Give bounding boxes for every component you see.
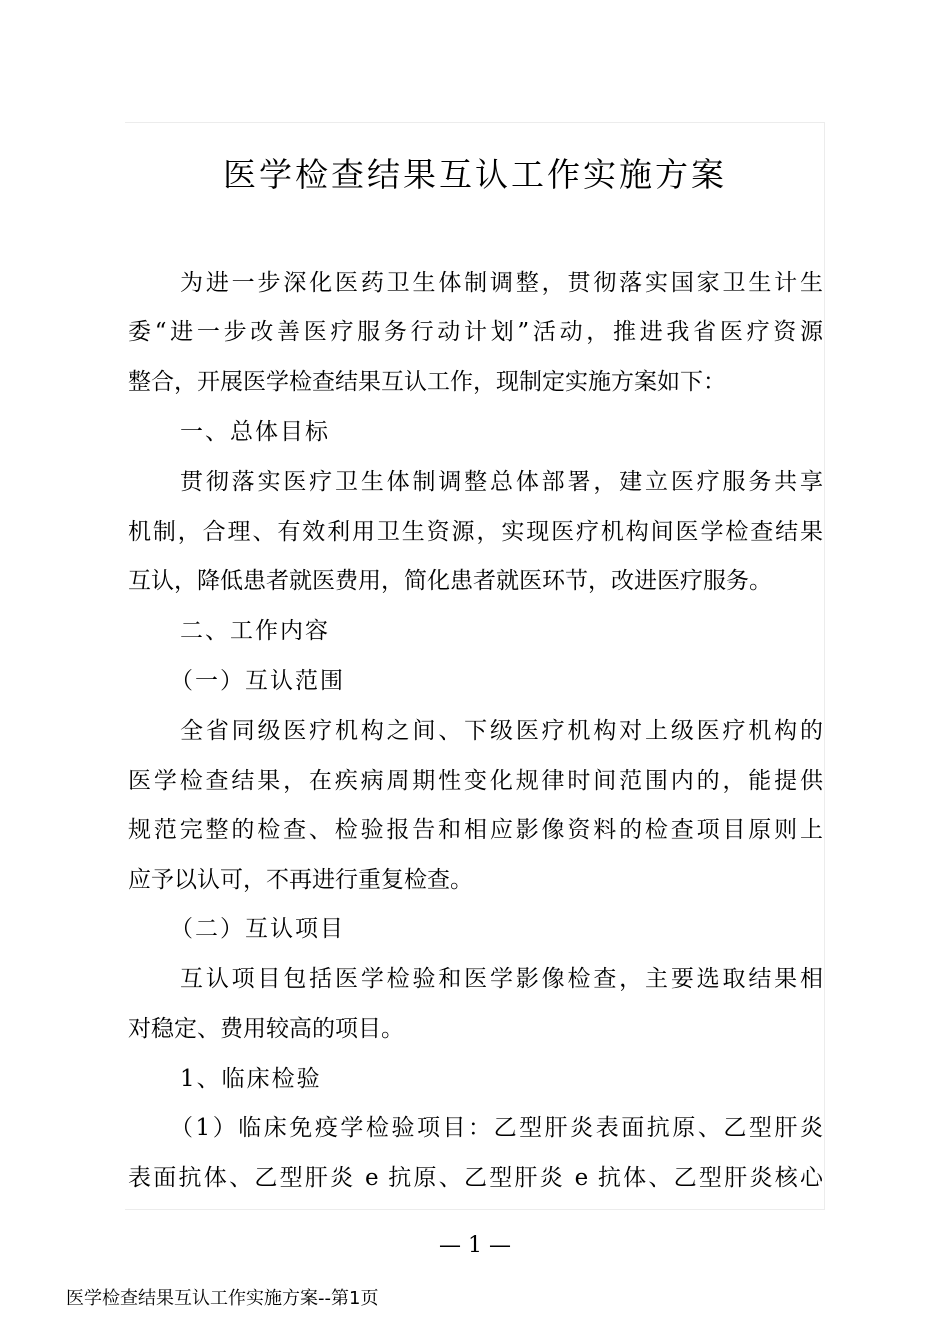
paragraph-line: 整合，开展医学检查结果互认工作，现制定实施方案如下： — [128, 369, 726, 395]
paragraph-line: 规范完整的检查、检验报告和相应影像资料的检查项目原则上 — [128, 817, 823, 843]
page-number: — 1 — — [439, 1233, 511, 1258]
subsection-heading: （一）互认范围 — [170, 668, 345, 694]
paragraph-line: 应予以认可，不再进行重复检查。 — [128, 867, 473, 893]
document-title: 医学检查结果互认工作实施方案 — [223, 155, 727, 194]
paragraph-line: （1）临床免疫学检验项目：乙型肝炎表面抗原、乙型肝炎 — [170, 1115, 823, 1141]
subsection-heading: （二）互认项目 — [170, 916, 345, 942]
section-heading: 一、总体目标 — [180, 419, 330, 445]
paragraph-line: 委“进一步改善医疗服务行动计划”活动，推进我省医疗资源 — [128, 319, 823, 345]
paragraph-line: 贯彻落实医疗卫生体制调整总体部署，建立医疗服务共享 — [180, 469, 823, 495]
paragraph-line: 互认，降低患者就医费用，简化患者就医环节，改进医疗服务。 — [128, 568, 772, 594]
paragraph-line: 全省同级医疗机构之间、下级医疗机构对上级医疗机构的 — [180, 718, 823, 744]
paragraph-line: 表面抗体、乙型肝炎 e 抗原、乙型肝炎 e 抗体、乙型肝炎核心 — [128, 1165, 823, 1191]
footer-caption: 医学检查结果互认工作实施方案--第1页 — [66, 1288, 379, 1309]
list-heading: 1、临床检验 — [180, 1066, 322, 1092]
paragraph-line: 医学检查结果，在疾病周期性变化规律时间范围内的，能提供 — [128, 768, 823, 794]
paragraph-line: 对稳定、费用较高的项目。 — [128, 1016, 404, 1042]
paragraph-line: 为进一步深化医药卫生体制调整，贯彻落实国家卫生计生 — [180, 270, 823, 296]
section-heading: 二、工作内容 — [180, 618, 330, 644]
paragraph-line: 机制，合理、有效利用卫生资源，实现医疗机构间医学检查结果 — [128, 519, 823, 545]
paragraph-line: 互认项目包括医学检验和医学影像检查，主要选取结果相 — [180, 966, 823, 992]
